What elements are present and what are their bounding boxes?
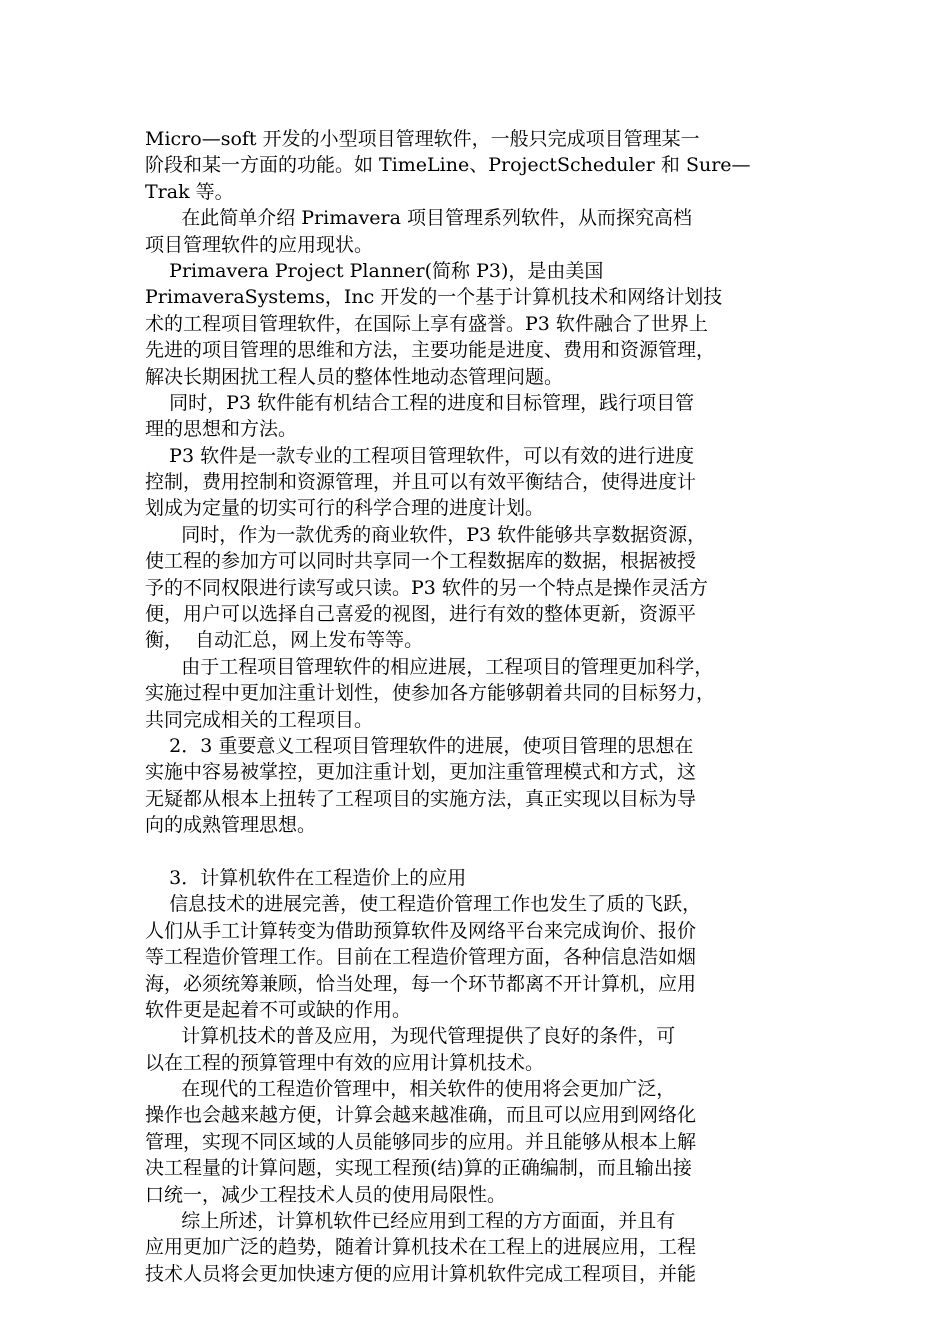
text-line: 人们从手工计算转变为借助预算软件及网络平台来完成询价、报价 — [145, 919, 697, 942]
text-line: 综上所述，计算机软件已经应用到工程的方方面面，并且有 — [145, 1210, 676, 1233]
text-line: 以在工程的预算管理中有效的应用计算机技术。 — [145, 1051, 545, 1074]
text-line: 无疑都从根本上扭转了工程项目的实施方法，真正实现以目标为导 — [145, 787, 697, 810]
text-line: 划成为定量的切实可行的科学合理的进度计划。 — [145, 497, 545, 520]
text-line: 同时，P3 软件能有机结合工程的进度和目标管理，践行项目管 — [145, 391, 695, 414]
blank-line — [145, 839, 825, 865]
text-line: 技术人员将会更加快速方便的应用计算机软件完成工程项目，并能 — [145, 1262, 697, 1285]
text-line: 管理，实现不同区域的人员能够同步的应用。并且能够从根本上解 — [145, 1130, 697, 1153]
text-line: 解决长期困扰工程人员的整体性地动态管理问题。 — [145, 365, 564, 388]
text-line: 实施过程中更加注重计划性，使参加各方能够朝着共同的目标努力， — [145, 682, 716, 705]
text-line: 操作也会越来越方便，计算会越来越准确，而且可以应用到网络化 — [145, 1104, 697, 1127]
text-line: 决工程量的计算问题，实现工程预(结)算的正确编制，而且输出接 — [145, 1157, 692, 1180]
text-line: 共同完成相关的工程项目。 — [145, 708, 374, 731]
text-line: 在现代的工程造价管理中，相关软件的使用将会更加广泛， — [145, 1078, 676, 1101]
text-line: 同时，作为一款优秀的商业软件，P3 软件能够共享数据资源， — [145, 523, 707, 546]
text-line: 阶段和某一方面的功能。如 TimeLine、ProjectScheduler 和 Sure— — [145, 154, 751, 177]
text-line: PrimaveraSystems，Inc 开发的一个基于计算机技术和网络计划技 — [145, 286, 723, 309]
text-line: 实施中容易被掌控，更加注重计划，更加注重管理模式和方式，这 — [145, 761, 697, 784]
text-line: 信息技术的进展完善，使工程造价管理工作也发生了质的飞跃， — [145, 893, 702, 916]
text-line: 由于工程项目管理软件的相应进展，工程项目的管理更加科学， — [145, 655, 714, 678]
text-line: 3．计算机软件在工程造价上的应用 — [145, 866, 467, 889]
text-line: P3 软件是一款专业的工程项目管理软件，可以有效的进行进度 — [145, 444, 695, 467]
text-line: 应用更加广泛的趋势，随着计算机技术在工程上的进展应用，工程 — [145, 1236, 697, 1259]
text-line: 计算机技术的普及应用，为现代管理提供了良好的条件，可 — [145, 1025, 676, 1048]
document-body — [145, 126, 825, 1287]
text-line: Primavera Project Planner(简称 P3)，是由美国 — [145, 259, 604, 282]
text-line: 便，用户可以选择自己喜爱的视图，进行有效的整体更新，资源平 — [145, 603, 697, 626]
text-line: 在此简单介绍 Primavera 项目管理系列软件，从而探究高档 — [145, 207, 692, 230]
text-line: 海，必须统筹兼顾，恰当处理，每一个环节都离不开计算机，应用 — [145, 972, 697, 995]
text-line: 使工程的参加方可以同时共享同一个工程数据库的数据，根据被授 — [145, 550, 697, 573]
text-line: 向的成熟管理思想。 — [145, 814, 317, 837]
text-line: 先进的项目管理的思维和方法，主要功能是进度、费用和资源管理， — [145, 339, 716, 362]
text-line: 理的思想和方法。 — [145, 418, 298, 441]
text-line: 控制，费用控制和资源管理，并且可以有效平衡结合，使得进度计 — [145, 471, 697, 494]
text-line: 软件更是起着不可或缺的作用。 — [145, 998, 412, 1021]
text-line: Trak 等。 — [145, 180, 234, 203]
text-line: 术的工程项目管理软件，在国际上享有盛誉。P3 软件融合了世界上 — [145, 312, 708, 335]
text-line: 口统一，减少工程技术人员的使用局限性。 — [145, 1183, 507, 1206]
text-line: 项目管理软件的应用现状。 — [145, 233, 374, 256]
text-line: 衡， 自动汇总，网上发布等等。 — [145, 629, 424, 652]
text-line: Micro—soft 开发的小型项目管理软件，一般只完成项目管理某一 — [145, 128, 700, 150]
text-line: 予的不同权限进行读写或只读。P3 软件的另一个特点是操作灵活方 — [145, 576, 708, 599]
text-line: 等工程造价管理工作。目前在工程造价管理方面，各种信息浩如烟 — [145, 946, 697, 969]
text-line: 2．3 重要意义工程项目管理软件的进展，使项目管理的思想在 — [145, 734, 694, 757]
